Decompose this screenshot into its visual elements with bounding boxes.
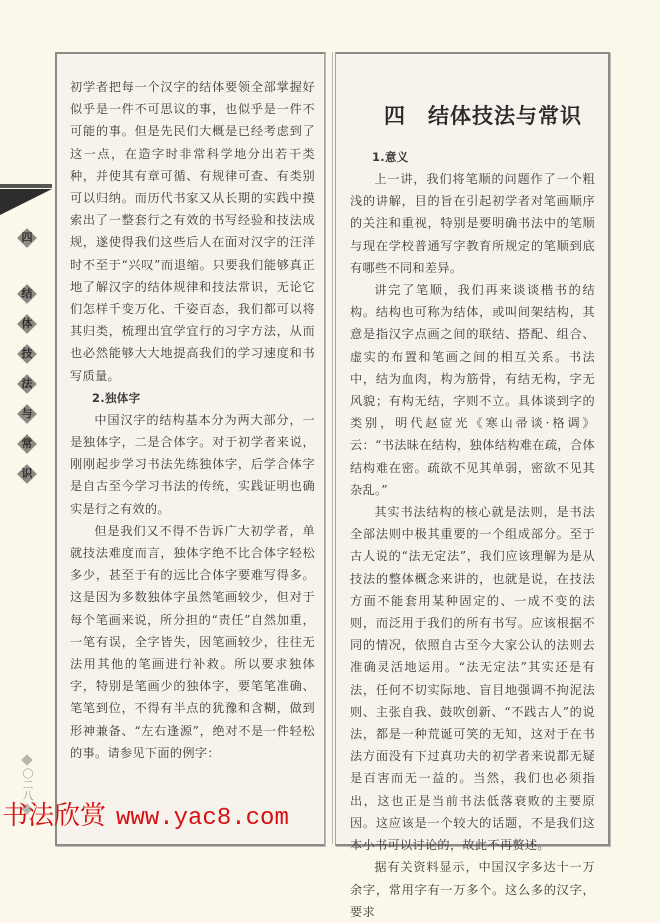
watermark [2, 795, 289, 832]
section-heading: 1.意义 [372, 150, 409, 164]
chapter-title [384, 100, 582, 130]
paragraph: 上一讲，我们将笔顺的问题作了一个粗浅的讲解，目的旨在引起初学者对笔画顺序的关注和重视，特别是要明确书法中的笔顺与现在学校普通写字教育所规定的笔顺到底有哪些不同和差异。 [350, 172, 595, 275]
side-glyph: 常 [17, 434, 37, 454]
paragraph: 初学者把每一个汉字的结体要领全部掌握好似乎是一件不可思议的事，也似乎是一件不可能的事。但是先民们大概是已经考虑到了这一点，在造字时非常科学地分出若干类种，并使其有章可循、有规律可查、有类别可以归纳。而历代书家又从长期的实践中摸索出了一整套行之有效的书写经验和技法成规，遂使得我们这些后人在面对汉字的汪洋时不至于“兴叹”而退缩。只要我们能够真正地了解汉字的结体规律和技法常识，无论它们怎样千变万化、千姿百态，我们都可以将其归类，梳理出宜学宜行的习字方法，从而也必然能够大大地提高我们的学习速度和书写质量。 [70, 80, 315, 383]
chapter-tab-bar [0, 184, 52, 188]
side-glyph: 识 [17, 464, 37, 484]
side-chapter-label [14, 228, 40, 494]
watermark-url: www.yac8.com [116, 805, 289, 832]
page-number: 〇二八 [18, 752, 36, 817]
section-heading: 2.独体字 [92, 390, 141, 405]
gutter-line [325, 52, 326, 844]
paragraph: 其实书法结构的核心就是法则，是书法全部法则中极其重要的一个组成部分。至于古人说的“法无定法”，我们应该理解为是从技法的整体概念来讲的，也就是说，在技法方面不能套用某种固定的、一成不变的法则，而泛用于我们的所有书写。应该根据不同的情况，依照自古至今大家公认的法则去准确灵活地运用。“法无定法”其实还是有法，任何不切实际地、盲目地强调不拘泥法则、主张自我、鼓吹创新、“不践古人”的说法，都是一种荒诞可笑的无知，这对于在书法方面没有下过真功夫的初学者来说都无疑是百害而无一益的。当然，我们也必须指出，这也正是当前书法低落衰败的主要原因。这应该是一个较大的话题，不是我们这本小书可以讨论的，故此不再赘述。 [350, 505, 595, 853]
paragraph: 据有关资料显示，中国汉字多达十一万余字，常用字有一万多个。这么多的汉字，要求 [350, 860, 595, 919]
gutter-line [332, 52, 333, 844]
chapter-title-text: 结体技法与常识 [428, 104, 582, 128]
paragraph: 讲完了笔顺，我们再来谈谈楷书的结构。结构也可称为结体，或叫间架结构，其意是指汉字点画之间的联结、搭配、组合、虚实的布置和笔画之间的相互关系。书法中，结为血肉，构为筋骨，有结无构，字无风貌；有构无结，字则不立。具体谈到字的类别，明代赵宧光《寒山帚谈·格调》云：“书法昧在结构，独体结构难在疏，合体结构难在密。疏欲不见其单弱，密欲不见其杂乱。” [350, 283, 595, 497]
side-glyph: 体 [17, 314, 37, 334]
chapter-number: 四 [384, 104, 406, 128]
paragraph: 中国汉字的结构基本分为两大部分，一是独体字，二是合体字。对于初学者来说，刚刚起步学习书法先练独体字，后学合体字是自古至今学习书法的传统，实践证明也确实是行之有效的。 [70, 412, 315, 516]
side-glyph: 技 [17, 344, 37, 364]
chapter-tab-triangle [0, 189, 52, 215]
side-glyph: 与 [17, 404, 37, 424]
left-column [70, 76, 315, 764]
watermark-label: 书法欣赏 [2, 801, 107, 830]
side-glyph-spacer [17, 258, 37, 266]
diamond-icon [21, 754, 32, 765]
right-column [350, 146, 595, 923]
paragraph: 但是我们又不得不告诉广大初学者，单就技法难度而言，独体字绝不比合体字轻松多少，甚至于有的远比合体字要难写得多。这是因为多数独体字虽然笔画较少，但对于每个笔画来说，所分担的“责任”自然加重，一笔有误，全字皆失，因笔画较少，往往无法用其他的笔画进行补救。所以要求独体字，特别是笔画少的独体字，要笔笔准确、笔笔到位，不得有半点的犹豫和含糊，做到形神兼备、“左右逢源”，绝对不是一件轻松的事。请参见下面的例字： [70, 523, 315, 760]
side-glyph: 四 [17, 228, 37, 248]
side-glyph: 结 [17, 284, 37, 304]
side-glyph: 法 [17, 374, 37, 394]
